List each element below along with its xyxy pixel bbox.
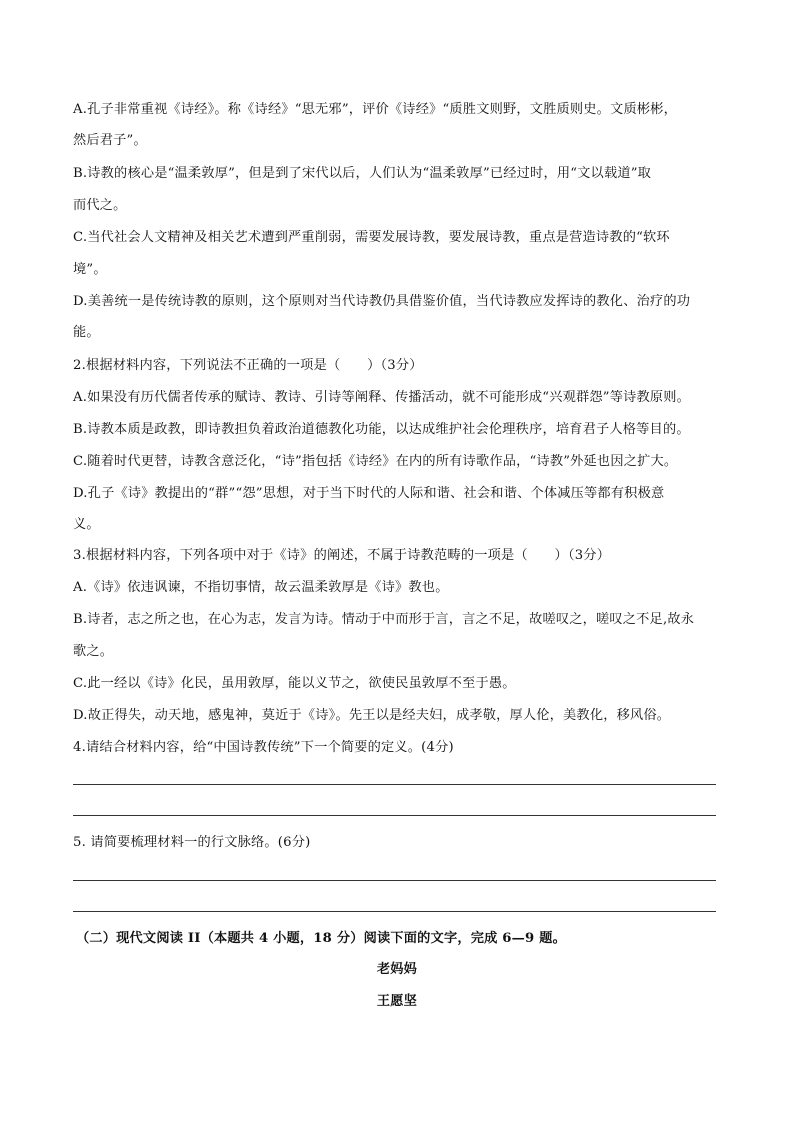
- q2-option-c: C.随着时代更替，诗教含意泛化，“诗”指包括《诗经》在内的所有诗歌作品，“诗教”外延也因之扩大。: [73, 454, 678, 469]
- q3-option-b-line1: B.诗者，志之所之也，在心为志，发言为诗。情动于中而形于言，言之不足，故嗟叹之，嗟叹之不足,故永: [73, 612, 695, 627]
- q1-option-b-line2: 而代之。: [73, 198, 127, 213]
- section-2-heading: （二）现代文阅读 II（本题共 4 小题，18 分）阅读下面的文字，完成 6—9 题。: [76, 931, 566, 946]
- q3-option-c: C.此一经以《诗》化民，虽用敦厚，能以义节之，欲使民虽敦厚不至于愚。: [73, 676, 516, 691]
- q3-option-a: A.《诗》依违讽谏，不指切事情，故云温柔敦厚是《诗》教也。: [73, 580, 449, 595]
- q1-option-d-line1: D.美善统一是传统诗教的原则，这个原则对当代诗教仍具借鉴价值，当代诗教应发挥诗的教化、治疗的功: [73, 294, 691, 309]
- q3-option-d: D.故正得失，动天地，感鬼神，莫近于《诗》。先王以是经夫妇，成孝敬，厚人伦，美教化，移风俗。: [73, 708, 671, 723]
- q5-stem: 5. 请简要梳理材料一的行文脉络。(6分): [73, 835, 311, 850]
- q2-option-a: A.如果没有历代儒者传承的赋诗、教诗、引诗等阐释、传播活动，就不可能形成“兴观群怨”等诗教原则。: [73, 390, 691, 405]
- q1-option-b-line1: B.诗教的核心是“温柔敦厚”，但是到了宋代以后，人们认为“温柔敦厚”已经过时，用“文以载道”取: [73, 166, 652, 181]
- q1-option-d-line2: 能。: [73, 325, 100, 340]
- q2-option-b: B.诗教本质是政教，即诗教担负着政治道德教化功能，以达成维护社会伦理秩序，培育君子人格等目的。: [73, 422, 690, 437]
- q3-stem: 3.根据材料内容，下列各项中对于《诗》的阐述，不属于诗教范畴的一项是（ ）（3分）: [73, 548, 611, 563]
- q2-option-d-line1: D.孔子《诗》教提出的“群”“怨”思想，对于当下时代的人际和谐、社会和谐、个体减压等都有积极意: [73, 486, 665, 501]
- q4-answer-line-1[interactable]: [73, 784, 716, 785]
- q1-option-c-line1: C.当代社会人文精神及相关艺术遭到严重削弱，需要发展诗教，要发展诗教，重点是营造诗教的“软环: [73, 230, 670, 245]
- q1-option-a-line1: A.孔子非常重视《诗经》。称《诗经》“思无邪”，评价《诗经》“质胜文则野，文胜质则史。文质彬彬，: [73, 102, 677, 117]
- q2-option-d-line2: 义。: [73, 517, 100, 532]
- q3-option-b-line2: 歌之。: [73, 644, 114, 659]
- q5-answer-line-2[interactable]: [73, 911, 716, 912]
- q4-answer-line-2[interactable]: [73, 815, 716, 816]
- q5-answer-line-1[interactable]: [73, 880, 716, 881]
- q2-stem: 2.根据材料内容，下列说法不正确的一项是（ ）（3分）: [73, 358, 423, 373]
- article-title: 老妈妈: [376, 962, 418, 977]
- q1-option-c-line2: 境”。: [73, 262, 107, 277]
- q4-stem: 4.请结合材料内容，给“中国诗教传统”下一个简要的定义。(4分): [73, 740, 454, 755]
- article-author: 王愿坚: [376, 994, 418, 1009]
- q1-option-a-line2: 然后君子”。: [73, 133, 147, 148]
